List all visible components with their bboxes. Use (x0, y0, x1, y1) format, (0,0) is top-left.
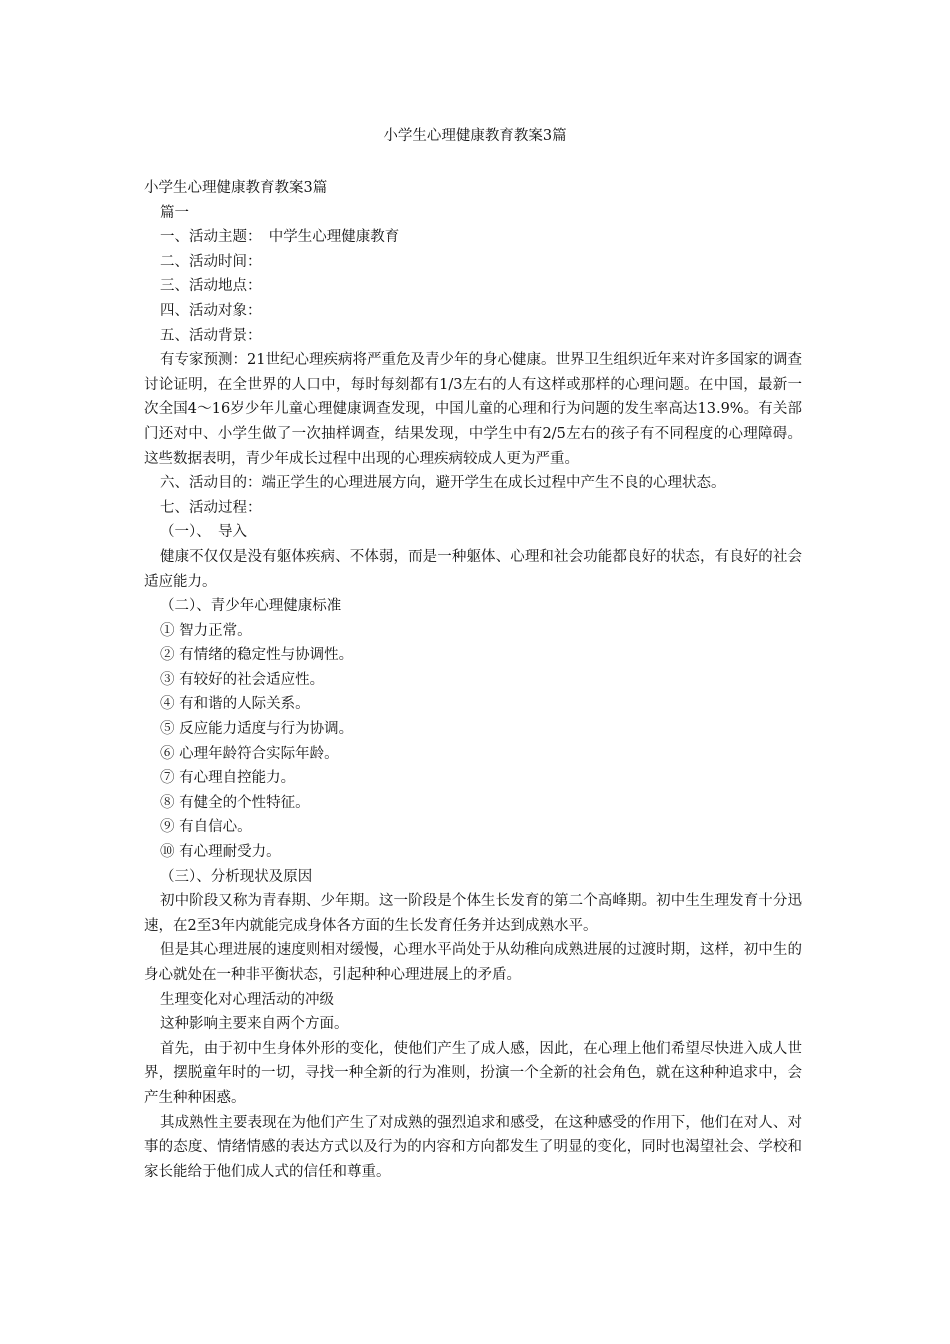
activity-theme: 一、活动主题： 中学生心理健康教育 (160, 229, 400, 246)
page-title: 小学生心理健康教育教案3篇 (383, 128, 567, 144)
list-item: ⑥ 心理年龄符合实际年龄。 (160, 745, 339, 762)
activity-location: 三、活动地点： (160, 278, 262, 295)
background-paragraph: 有专家预测：21世纪心理疾病将严重危及青少年的身心健康。世界卫生组织近年来对许多国家的调查讨论证明，在全世界的人口中，每时每刻都有1/3左右的人有这样或那样的心理问题。在中国，最新一次全国4～16岁少年儿童心理健康调查发现，中国儿童的心理和行为问题的发生率高达13.9%。有关部门还对中、小学生做了一次抽样调查，结果发现，中学生中有2/5左右的孩子有不同程度的心理障碍。这些数据表明，青少年成长过程中出现的心理疾病较成人更为严重。 (144, 352, 802, 467)
list-item: ⑦ 有心理自控能力。 (160, 770, 296, 787)
list-item: ⑩ 有心理耐受力。 (160, 844, 281, 861)
document-heading: 小学生心理健康教育教案3篇 (144, 180, 328, 196)
analysis-paragraph: 但是其心理进展的速度则相对缓慢，心理水平尚处于从幼稚向成熟进展的过渡时期，这样，初中生的身心就处在一种非平衡状态，引起种种心理进展上的矛盾。 (144, 942, 802, 983)
influence-sentence: 这种影响主要来自两个方面。 (160, 1016, 349, 1033)
first-aspect-paragraph: 首先，由于初中生身体外形的变化，使他们产生了成人感，因此，在心理上他们希望尽快进入成人世界，摆脱童年时的一切，寻找一种全新的行为准则，扮演一个全新的社会角色，就在这种种追求中，会产生种种困惑。 (144, 1040, 802, 1106)
list-item: ② 有情绪的稳定性与协调性。 (160, 647, 354, 664)
subsection-intro: （一）、 导入 (160, 524, 247, 541)
list-item: ④ 有和谐的人际关系。 (160, 696, 310, 713)
subheading-physiology: 生理变化对心理活动的冲级 (160, 991, 334, 1008)
intro-paragraph: 健康不仅仅是没有躯体疾病、不体弱，而是一种躯体、心理和社会功能都良好的状态，有良好的社会适应能力。 (144, 548, 802, 590)
maturity-paragraph: 其成熟性主要表现在为他们产生了对成熟的强烈追求和感受，在这种感受的作用下，他们在对人、对事的态度、情绪情感的表达方式以及行为的内容和方向都发生了明显的变化，同时也渴望社会、学校和家长能给于他们成人式的信任和尊重。 (144, 1114, 802, 1180)
activity-background-heading: 五、活动背景： (160, 327, 262, 344)
list-item: ⑨ 有自信心。 (160, 819, 252, 836)
activity-goal: 六、活动目的：端正学生的心理进展方向，避开学生在成长过程中产生不良的心理状态。 (160, 475, 726, 492)
activity-audience: 四、活动对象： (160, 302, 262, 319)
document-body (144, 176, 802, 1184)
activity-process-heading: 七、活动过程： (160, 499, 262, 516)
section-label: 篇一 (160, 204, 189, 221)
analysis-paragraph: 初中阶段又称为青春期、少年期。这一阶段是个体生长发育的第二个高峰期。初中生生理发育十分迅速，在2至3年内就能完成身体各方面的生长发育任务并达到成熟水平。 (144, 893, 802, 934)
list-item: ⑤ 反应能力适度与行为协调。 (160, 721, 354, 738)
subsection-analysis: （三）、分析现状及原因 (160, 868, 313, 885)
list-item: ① 智力正常。 (160, 622, 252, 639)
subsection-standards: （二）、青少年心理健康标准 (160, 598, 342, 615)
list-item: ③ 有较好的社会适应性。 (160, 671, 325, 688)
list-item: ⑧ 有健全的个性特征。 (160, 794, 310, 811)
activity-time: 二、活动时间： (160, 253, 262, 270)
